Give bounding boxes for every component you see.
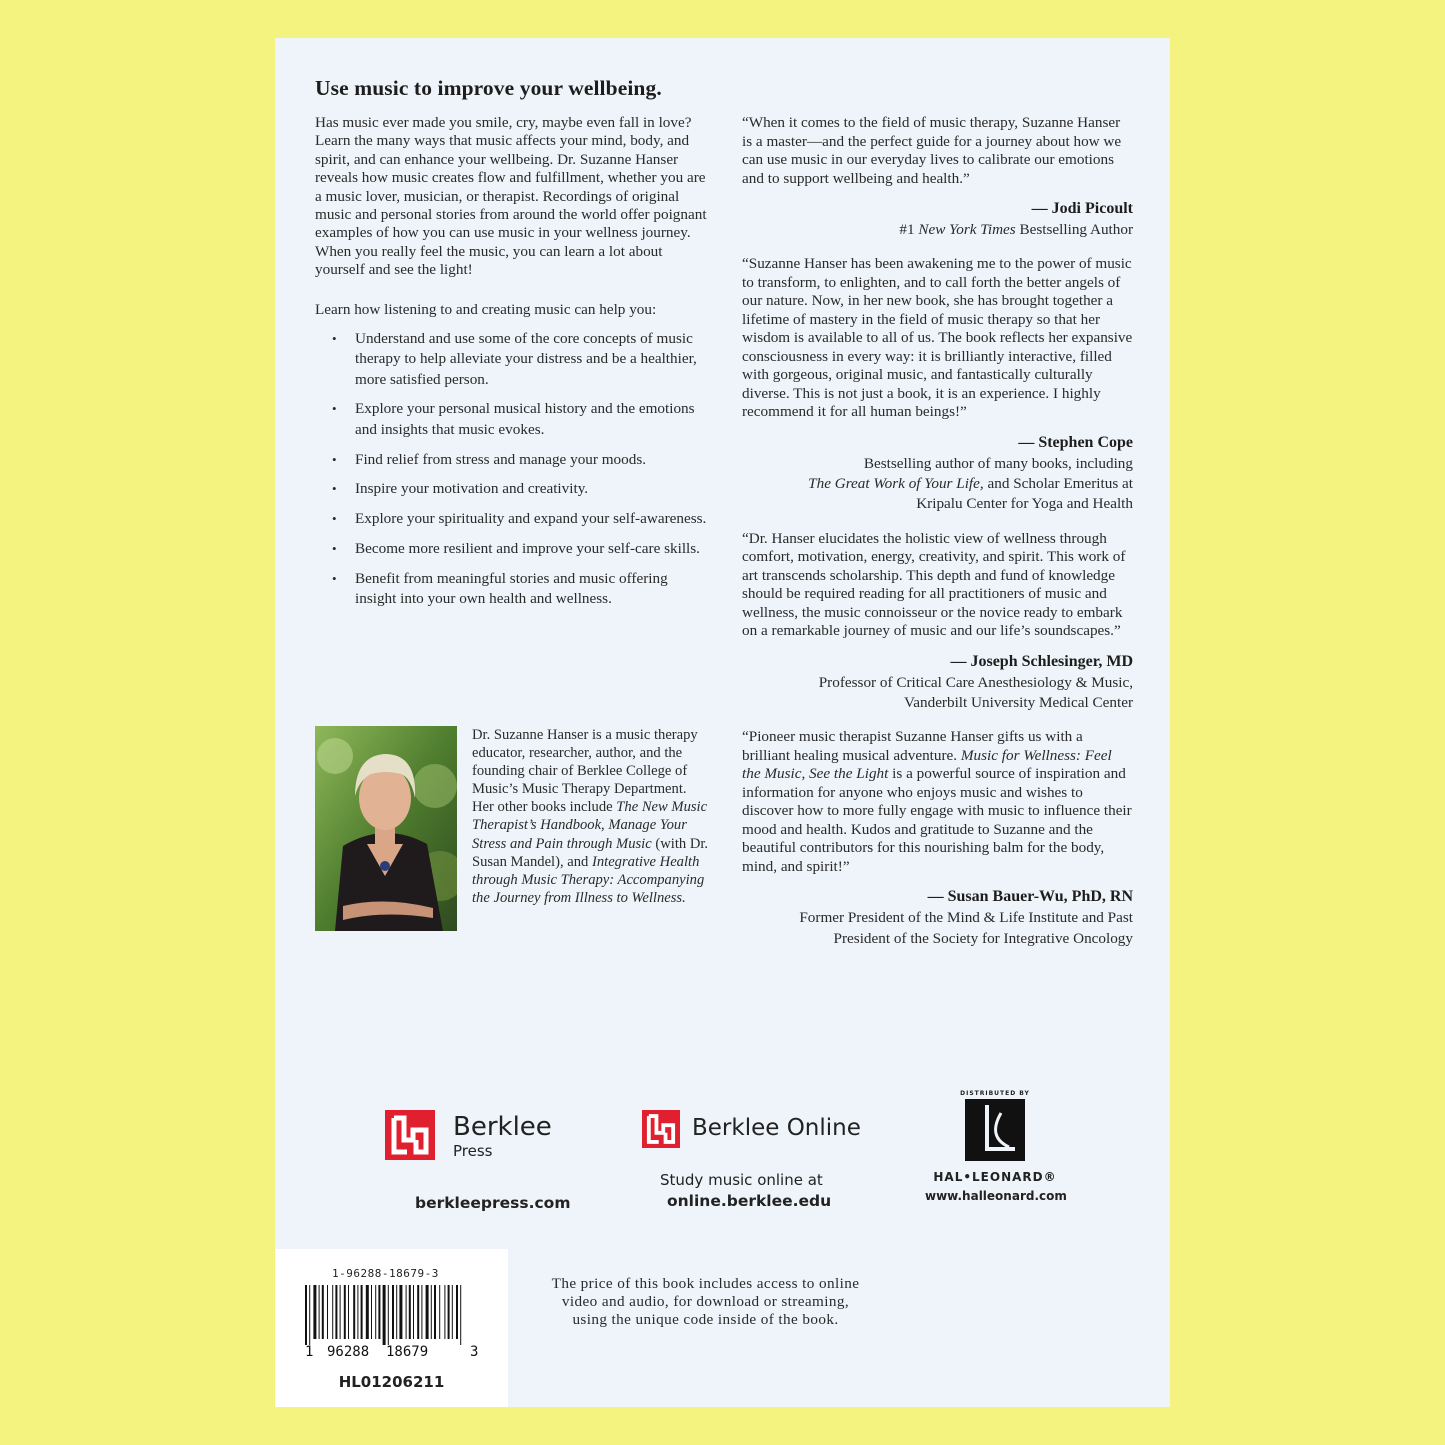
- barcode-bar: [322, 1285, 324, 1339]
- product-code: HL01206211: [338, 1373, 445, 1391]
- endorsement-title-part: Former President of the Mind & Life Institute and Past: [799, 909, 1133, 927]
- barcode-bar: [313, 1285, 316, 1339]
- author-bio-lead: Dr. Suzanne Hanser is a music therapy educator, researcher, author, and the founding chair of Berklee College of Music’s Music Therapy Department. Her other books include: [472, 727, 698, 816]
- barcode-digit-last: 3: [470, 1344, 479, 1360]
- endorsement: [742, 728, 1133, 949]
- barcode-bar: [340, 1285, 341, 1339]
- barcode-bar: [353, 1285, 355, 1339]
- barcode-bar: [378, 1285, 380, 1339]
- berklee-mark-icon: [385, 1110, 435, 1160]
- barcode-bar: [421, 1285, 422, 1339]
- endorsement-name: — Susan Bauer-Wu, PhD, RN: [927, 888, 1133, 906]
- endorsements-column: [742, 114, 1133, 964]
- barcode-bar: [327, 1285, 328, 1339]
- endorsement-text-part: “Pioneer music therapist Suzanne Hanser gifts us with a brilliant healing musical adventure.: [742, 728, 1083, 764]
- barcode-digit-first: 1: [305, 1344, 314, 1360]
- endorsement-text: “Suzanne Hanser has been awakening me to the power of music to transform, to enlighten, and to call forth the better angels of our nature. Now, in her new book, she has brought together a lifetime of mastery in the field of music therapy so that her wisdom is available to all of us. The book reflects her expansive consciousness in every way: it is brilliantly interactive, filled with gorgeous, original music, and fantastically culturally diverse. This is not just a book, it is an experience. I highly recommend it for all human beings!”: [742, 255, 1133, 421]
- author-bio: [472, 726, 710, 907]
- headline: Use music to improve your wellbeing.: [315, 76, 662, 100]
- endorsement: [742, 530, 1133, 714]
- barcode-bar: [357, 1285, 358, 1339]
- barcode-bar: [434, 1285, 436, 1339]
- hal-leonard-mark-icon: [965, 1099, 1025, 1161]
- hal-leonard-url[interactable]: www.halleonard.com: [925, 1189, 1067, 1203]
- intro-paragraph: Has music ever made you smile, cry, maybe even fall in love? Learn the many ways that music affects your mind, body, and spirit, and can enhance your wellbeing. Dr. Suzanne Hanser reveals how music creates flow and fulfillment, whether you are a music lover, musician, or therapist. Recordings of original music and personal stories from around the world offer poignant examples of how you can use music in your wellness journey. When you really feel the music, you can learn a lot about yourself and see the light!: [315, 114, 707, 279]
- barcode-bar: [366, 1285, 369, 1339]
- publisher-logos: [275, 1088, 1170, 1218]
- endorsement-text: [742, 728, 1133, 876]
- endorsement-name: — Joseph Schlesinger, MD: [950, 652, 1133, 670]
- barcode-bar: [439, 1285, 440, 1339]
- barcode-bar: [431, 1285, 432, 1339]
- hal-leonard-logo: [925, 1088, 1065, 1203]
- benefit-item: • Explore your personal musical history and the emotions and insights that music evokes.: [315, 399, 709, 440]
- endorsement-name: — Stephen Cope: [1018, 433, 1133, 451]
- endorsement-name: — Jodi Picoult: [1031, 200, 1133, 217]
- description-column: [315, 114, 709, 619]
- barcode-bar: [456, 1285, 458, 1339]
- endorsement-title: [742, 220, 1133, 240]
- barcode-bar: [375, 1285, 376, 1339]
- barcode-bar: [399, 1285, 402, 1339]
- endorsement-title-part: and Scholar Emeritus at: [983, 475, 1133, 493]
- endorsement-text: “Dr. Hanser elucidates the holistic view of wellness through comfort, motivation, energy, creativity, and spirit. This work of art transcends scholarship. This depth and fund of knowledge should be required reading for all practitioners of music and wellness, the music connoisseur or the novice ready to embark on a remarkable journey of music and our life’s soundscapes.”: [742, 529, 1126, 640]
- barcode-bar: [305, 1285, 307, 1345]
- isbn-text: 1-96288-18679-3: [332, 1267, 439, 1280]
- author-photo: [315, 726, 457, 931]
- endorsement-title-part: Bestselling Author: [1015, 221, 1133, 238]
- barcode-bar: [335, 1285, 337, 1339]
- benefits-list: [315, 329, 709, 609]
- benefit-item: • Find relief from stress and manage your moods.: [315, 450, 709, 470]
- barcode-bar: [332, 1285, 333, 1339]
- barcode-bar: [348, 1285, 349, 1339]
- hal-leonard-name: HAL•LEONARD®: [933, 1170, 1057, 1184]
- barcode-bar: [388, 1285, 389, 1345]
- endorsement-title-italic: The Great Work of Your Life,: [808, 475, 984, 493]
- benefit-item: • Explore your spirituality and expand your self-awareness.: [315, 509, 709, 529]
- barcode-bar: [417, 1285, 419, 1339]
- endorsement-title-part: Professor of Critical Care Anesthesiology & Music,: [818, 673, 1133, 691]
- endorsement-text-part: is a powerful source of inspiration and information for anyone who enjoys music and wishes to discover how to more fully engage with music to influence their mood and health. Kudos and gratitude to Suzanne and the beautiful contributors for this nourishing balm for the body, mind, and spirit!”: [742, 765, 1132, 875]
- hal-leonard-distributed: DISTRIBUTED BY: [960, 1090, 1030, 1097]
- barcode-bar: [460, 1285, 461, 1345]
- barcode-bar: [319, 1285, 320, 1339]
- price-note: The price of this book includes access to online video and audio, for download or streaming, using the unique code inside of the book.: [551, 1275, 860, 1329]
- barcode-bar: [344, 1285, 346, 1339]
- author-bio-book1: The New Music Therapist’s Handbook, Manage Your Stress and Pain through Music: [472, 799, 708, 852]
- barcode-bar: [444, 1285, 445, 1339]
- berklee-online-word: Berklee Online: [692, 1115, 861, 1141]
- benefit-item: • Benefit from meaningful stories and music offering insight into your own health and wellness.: [315, 569, 709, 610]
- berklee-online-url[interactable]: online.berklee.edu: [667, 1192, 832, 1210]
- berklee-online-line1: Study music online at: [660, 1171, 823, 1189]
- barcode-bar: [371, 1285, 372, 1339]
- barcode-bar: [452, 1285, 453, 1339]
- berklee-press-word: Berklee: [453, 1112, 552, 1142]
- endorsement-title-part: President of the Society for Integrative Oncology: [833, 929, 1133, 947]
- berklee-mark-icon: [642, 1110, 680, 1148]
- barcode-bar: [426, 1285, 429, 1339]
- endorsement-text: “When it comes to the field of music therapy, Suzanne Hanser is a master—and the perfect guide for a journey about how we can use music in our everyday lives to calibrate our emotions and to support wellbeing and health.”: [742, 114, 1122, 187]
- berklee-press-url[interactable]: berkleepress.com: [415, 1194, 571, 1212]
- benefit-item: • Become more resilient and improve your self-care skills.: [315, 539, 709, 559]
- author-bio-book2: Integrative Health through Music Therapy: Accompanying the Journey from Illness to Wellness.: [472, 853, 705, 906]
- endorsement-title-part: #1: [899, 221, 919, 238]
- book-back-cover: [275, 38, 1170, 1407]
- endorsement-title: [742, 673, 1133, 714]
- barcode-bar: [409, 1285, 411, 1339]
- barcode-bar: [413, 1285, 414, 1339]
- berklee-press-sub: Press: [453, 1142, 493, 1160]
- benefit-item: • Understand and use some of the core concepts of music therapy to help alleviate your distress and be a healthier, more satisfied person.: [315, 329, 709, 390]
- benefit-item: • Inspire your motivation and creativity.: [315, 479, 709, 499]
- learn-lead: Learn how listening to and creating music can help you:: [315, 300, 657, 318]
- author-bio-mid: (with Dr. Susan Mandel), and: [472, 835, 709, 870]
- barcode-digits-mid: 96288 18679: [327, 1344, 429, 1360]
- barcode-bar: [309, 1285, 310, 1345]
- barcode-bar: [392, 1285, 394, 1339]
- endorsement-title-italic: New York Times: [918, 221, 1016, 238]
- endorsement: [742, 255, 1133, 514]
- barcode-bar: [396, 1285, 397, 1339]
- endorsement: [742, 114, 1133, 240]
- barcode-icon: [305, 1285, 470, 1345]
- barcode-bar: [361, 1285, 363, 1339]
- endorsement-title-part: Bestselling author of many books, including: [863, 454, 1133, 472]
- endorsement-title: [742, 908, 1133, 949]
- barcode-bar: [406, 1285, 407, 1339]
- endorsement-title-part: Vanderbilt University Medical Center: [903, 693, 1133, 711]
- barcode-bar: [448, 1285, 450, 1339]
- endorsement-title-part: Kripalu Center for Yoga and Health: [916, 495, 1133, 513]
- barcode-box: [275, 1249, 508, 1407]
- endorsement-title: [742, 454, 1133, 515]
- barcode-bar: [383, 1285, 386, 1345]
- endorsement-text-italic: Music for Wellness: Feel the Music, See the Light: [742, 746, 1112, 783]
